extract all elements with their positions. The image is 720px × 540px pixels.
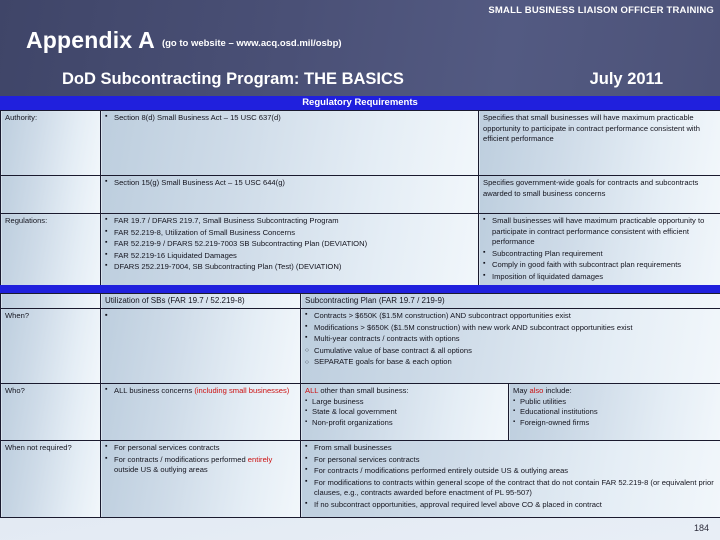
authority2-middle-list [105,178,475,189]
who-plan-extra-suffix: include: [543,386,572,395]
list-item: ▪ Small businesses will have maximum practicable opportunity to participate in contract performance consistent with efficient performance [483,216,717,248]
table-header-row [1,294,720,309]
table-row [1,441,720,518]
who-plan-extra-cell [509,384,720,441]
who-plan-intro [305,386,505,397]
list-item [105,386,297,397]
list-item: ▪ For personal services contracts [105,443,297,454]
list-item: ▪ Multi-year contracts / contracts with options [305,334,717,345]
who-utilization-list [105,386,297,397]
col-header-utilization: Utilization of SBs (FAR 19.7 / 52.219-8) [101,294,301,309]
table-row [1,309,720,384]
list-item: ▪ FAR 52.219-8, Utilization of Small Business Concerns [105,228,475,239]
col-header-subcontracting-plan: Subcontracting Plan (FAR 19.7 / 219-9) [301,294,720,309]
who-utilization-cell [101,384,301,441]
when-utilization-cell [101,309,301,384]
list-item: ▪ If no subcontract opportunities, approval required level above CO & placed in contract [305,500,717,511]
who-utilization-text: ALL business concerns [114,386,195,395]
list-item: ▪ From small businesses [305,443,717,454]
who-plan-list [305,397,505,429]
list-item: ▪ Educational institutions [513,407,717,418]
list-item: ▪ Modifications > $650K ($1.5M construction) with new work AND subcontract opportunities exist [305,323,717,334]
appendix-heading [26,27,342,54]
who-utilization-red: (including small businesses) [194,386,290,395]
section-separator-bar [0,285,720,293]
list-item: ○ Cumulative value of base contract & all options [305,346,717,357]
row-label-regulations: Regulations: [1,214,101,309]
requirements-matrix-table [0,293,720,518]
who-plan-cell [301,384,509,441]
who-plan-extra-list [513,397,717,429]
not-required-utilization-cell [101,441,301,518]
list-item: ▪ Comply in good faith with subcontract plan requirements [483,260,717,271]
list-item: ▪ Section 8(d) Small Business Act – 15 USC 637(d) [105,113,475,124]
authority2-right-cell: Specifies government-wide goals for contracts and subcontracts awarded to small business concerns [479,176,720,214]
not-required-pre: For contracts / modifications performed [114,454,248,464]
authority-right-cell: Specifies that small businesses will have maximum practicable opportunity to participate in contract performance consistent with efficient performance [479,111,720,176]
page-number: 184 [693,523,709,533]
who-plan-intro-rest: other than small business: [318,386,409,395]
who-plan-extra-intro [513,386,717,397]
authority2-middle-cell [101,176,479,214]
who-plan-extra-prefix: May [513,386,530,395]
list-item: ○ SEPARATE goals for base & each option [305,357,717,368]
regulatory-requirements-banner: Regulatory Requirements [0,96,720,110]
row-label-when-not-required: When not required? [1,441,101,518]
list-item: ▪ Contracts > $650K ($1.5M construction) AND subcontract opportunities exist [305,311,717,322]
list-item: ▪ Subcontracting Plan requirement [483,249,717,260]
appendix-subtitle: (go to website – www.acq.osd.mil/osbp) [161,38,342,49]
authority-middle-cell [101,111,479,176]
program-date: July 2011 [589,70,663,88]
table-row [1,176,720,214]
list-item: ▪ For modifications to contracts within general scope of the contract that do not contain FAR 52.219-8 (or equivalent prior clauses, e.g., contracts awarded before enactment of PL 95-507) [305,478,717,499]
list-item: ▪ Foreign-owned firms [513,418,717,429]
when-plan-square-list [305,311,717,345]
not-required-post: outside US & outlying areas [114,465,208,475]
list-item: ▪ Non-profit organizations [305,418,505,429]
list-item: ▪ FAR 52.219-16 Liquidated Damages [105,251,475,262]
list-item: ▪ FAR 19.7 / DFARS 219.7, Small Business Subcontracting Program [105,216,475,227]
when-plan-cell [301,309,720,384]
program-title: DoD Subcontracting Program: THE BASICS [62,70,404,88]
row-label-authority-2 [1,176,101,214]
list-item: ▪ State & local government [305,407,505,418]
row-label-authority: Authority: [1,111,101,176]
list-item: ▪ FAR 52.219-9 / DFARS 52.219-7003 SB Subcontracting Plan (DEVIATION) [105,239,475,250]
list-item: ▪ DFARS 252.219-7004, SB Subcontracting Plan (Test) (DEVIATION) [105,262,475,273]
not-required-plan-cell [301,441,720,518]
when-plan-circle-list [305,346,717,368]
appendix-title: Appendix A [26,27,155,53]
not-required-plan-list [305,443,717,511]
who-plan-intro-red: ALL [305,386,319,395]
list-item: ▪ For personal services contracts [305,455,717,466]
row-label-who: Who? [1,384,101,441]
list-item: ▪ Section 15(g) Small Business Act – 15 USC 644(g) [105,178,475,189]
row-label-when: When? [1,309,101,384]
course-title: SMALL BUSINESS LIAISON OFFICER TRAINING [488,5,714,16]
not-required-red: entirely [247,454,273,464]
list-item: ▪ Public utilities [513,397,717,408]
regulations-middle-list [105,216,475,273]
regulatory-requirements-table [0,110,720,309]
slide-header [0,0,720,96]
table-row [1,384,720,441]
list-item: ▪ Large business [305,397,505,408]
who-plan-extra-red: also [529,386,544,395]
list-item: ▪ Imposition of liquidated damages [483,272,717,283]
list-item [105,455,297,476]
table-row [1,111,720,176]
col-header-blank [1,294,101,309]
not-required-utilization-list [105,443,297,476]
regulations-right-list [483,216,717,283]
list-item: ▪ For contracts / modifications performed entirely outside US & outlying areas [305,466,717,477]
authority-middle-list [105,113,475,124]
